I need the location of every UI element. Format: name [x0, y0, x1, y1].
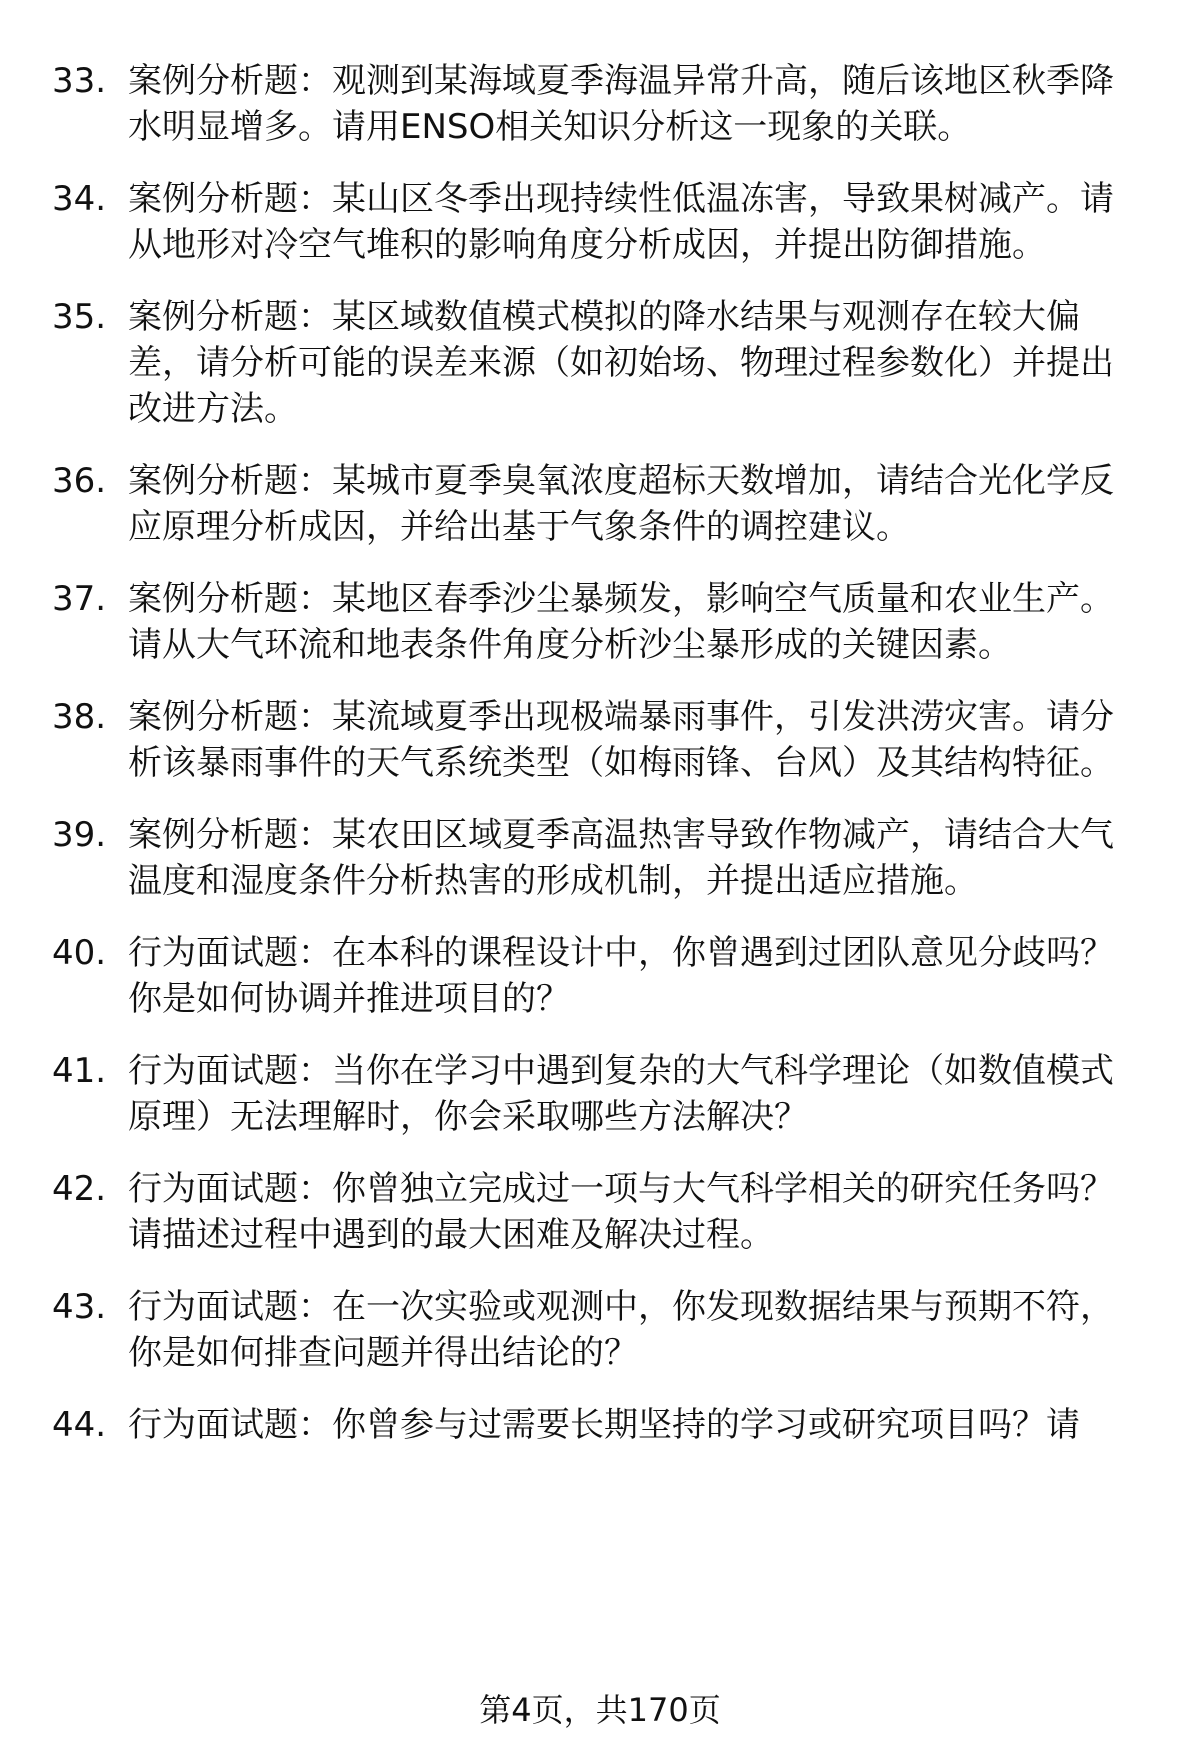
- question-text: 案例分析题：某山区冬季出现持续性低温冻害，导致果树减产。请从地形对冷空气堆积的影响角度分析成因，并提出防御措施。: [128, 179, 1114, 265]
- question-item: [52, 1166, 1142, 1258]
- question-text: 案例分析题：某区域数值模式模拟的降水结果与观测存在较大偏差，请分析可能的误差来源（如初始场、物理过程参数化）并提出改进方法。: [128, 297, 1114, 429]
- question-text: 案例分析题：某流域夏季出现极端暴雨事件，引发洪涝灾害。请分析该暴雨事件的天气系统类型（如梅雨锋、台风）及其结构特征。: [128, 697, 1114, 783]
- question-number: 40.: [52, 933, 107, 973]
- page-number-footer: 第4页，共170页: [479, 1691, 721, 1729]
- question-text: 案例分析题：某地区春季沙尘暴频发，影响空气质量和农业生产。请从大气环流和地表条件角度分析沙尘暴形成的关键因素。: [128, 579, 1114, 665]
- question-list: [52, 58, 1142, 1474]
- question-text: 行为面试题：你曾独立完成过一项与大气科学相关的研究任务吗？请描述过程中遇到的最大困难及解决过程。: [128, 1169, 1114, 1255]
- question-text: 行为面试题：在本科的课程设计中，你曾遇到过团队意见分歧吗？你是如何协调并推进项目的？: [128, 933, 1114, 1019]
- question-item: [52, 176, 1142, 268]
- question-item: [52, 294, 1142, 432]
- question-number: 37.: [52, 579, 107, 619]
- question-text: 行为面试题：在一次实验或观测中，你发现数据结果与预期不符，你是如何排查问题并得出结论的？: [128, 1287, 1114, 1373]
- question-text: 案例分析题：观测到某海域夏季海温异常升高，随后该地区秋季降水明显增多。请用ENSO相关知识分析这一现象的关联。: [128, 61, 1114, 147]
- question-number: 38.: [52, 697, 107, 737]
- question-number: 41.: [52, 1051, 107, 1091]
- question-number: 39.: [52, 815, 107, 855]
- question-text: 行为面试题：你曾参与过需要长期坚持的学习或研究项目吗？请: [128, 1405, 1080, 1445]
- question-item: [52, 812, 1142, 904]
- question-item: [52, 930, 1142, 1022]
- question-item: [52, 1048, 1142, 1140]
- question-number: 34.: [52, 179, 107, 219]
- question-number: 42.: [52, 1169, 107, 1209]
- question-item: [52, 458, 1142, 550]
- question-item: [52, 1402, 1142, 1448]
- question-text: 行为面试题：当你在学习中遇到复杂的大气科学理论（如数值模式原理）无法理解时，你会采取哪些方法解决？: [128, 1051, 1114, 1137]
- question-item: [52, 694, 1142, 786]
- question-text: 案例分析题：某城市夏季臭氧浓度超标天数增加，请结合光化学反应原理分析成因，并给出基于气象条件的调控建议。: [128, 461, 1114, 547]
- question-text: 案例分析题：某农田区域夏季高温热害导致作物减产，请结合大气温度和湿度条件分析热害的形成机制，并提出适应措施。: [128, 815, 1114, 901]
- question-item: [52, 576, 1142, 668]
- question-number: 44.: [52, 1405, 107, 1445]
- question-number: 43.: [52, 1287, 107, 1327]
- question-number: 36.: [52, 461, 107, 501]
- question-number: 33.: [52, 61, 107, 101]
- question-item: [52, 58, 1142, 150]
- question-item: [52, 1284, 1142, 1376]
- question-number: 35.: [52, 297, 107, 337]
